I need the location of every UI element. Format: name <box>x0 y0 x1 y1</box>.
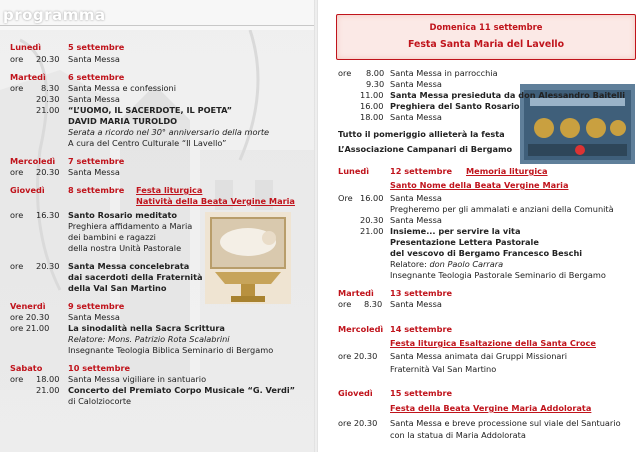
left-schedule-line: 16.30 <box>36 210 60 220</box>
left-schedule-line: Santa Messa vigiliare in santuario <box>68 374 207 384</box>
left-schedule-line: dei bambini e ragazzi <box>68 232 156 242</box>
right-schedule-line: Santa Messa in parrocchia <box>390 68 498 78</box>
left-schedule-line: Concerto del Premiato Corpo Musicale “G. Verdi” <box>68 385 296 395</box>
right-schedule-line: Memoria liturgica <box>466 166 548 176</box>
left-schedule-line: 8.30 <box>41 83 60 93</box>
left-schedule-line: La sinodalità nella Sacra Scrittura <box>68 323 225 333</box>
left-schedule-line: Santa Messa <box>68 312 120 322</box>
right-schedule-line: ore <box>338 68 352 78</box>
right-schedule-line: Insegnante Teologia Pastorale Seminario di Bergamo <box>390 270 606 280</box>
right-schedule-line: Santa Messa <box>390 299 442 309</box>
right-schedule-line: Santa Messa <box>390 112 442 122</box>
left-schedule-line: dai sacerdoti della Fraternità <box>68 272 203 282</box>
left-schedule-line: Santa Messa <box>68 54 120 64</box>
left-schedule-line: ore 20.30 <box>10 312 50 322</box>
right-schedule-line: 9.30 <box>366 79 385 89</box>
right-schedule-line: Santa Messa <box>390 79 442 89</box>
right-schedule-line: Santa Messa e breve processione sul viale del Santuario <box>390 418 621 428</box>
title-divider <box>0 25 314 26</box>
left-schedule-line: ore <box>10 210 24 220</box>
left-schedule-line: Festa liturgica <box>136 185 203 195</box>
right-schedule-line: 14 settembre <box>390 324 453 334</box>
right-schedule-line: L’Associazione Campanari di Bergamo <box>338 144 513 154</box>
right-schedule-line: Santa Messa <box>390 215 442 225</box>
right-schedule-line: 20.30 <box>360 215 384 225</box>
left-schedule-line: Relatore: Mons. Patrizio Rota Scalabrini <box>68 334 230 344</box>
right-schedule-line: Santa Messa <box>390 193 442 203</box>
right-schedule-line: Martedì <box>338 288 374 298</box>
right-schedule-line: Lunedì <box>338 166 370 176</box>
left-schedule-line: ore <box>10 261 24 271</box>
left-schedule-line: Santa Messa <box>68 94 120 104</box>
banner-title: Festa Santa Maria del Lavello <box>407 39 565 50</box>
right-schedule-line: ore 20.30 <box>338 418 378 428</box>
right-schedule-line: ore 20.30 <box>338 351 378 361</box>
right-schedule-line: 13 settembre <box>390 288 453 298</box>
right-schedule-line: Santa Messa animata dai Gruppi Missionari <box>390 351 568 361</box>
left-page <box>0 0 314 452</box>
right-schedule-line: Giovedì <box>338 388 373 398</box>
left-schedule-line: 8 settembre <box>68 185 125 195</box>
left-schedule-line: 20.30 <box>36 54 60 64</box>
right-schedule-line: ore <box>338 299 352 309</box>
left-schedule-line: Insegnante Teologia Biblica Seminario di Bergamo <box>68 345 274 355</box>
left-schedule-line: DAVID MARIA TUROLDO <box>68 116 178 126</box>
right-schedule-line: Insieme... per servire la vita <box>390 226 521 236</box>
right-schedule-line: Festa liturgica Esaltazione della Santa Croce <box>390 338 596 348</box>
right-schedule-line: 8.30 <box>364 299 383 309</box>
right-schedule-line: del vescovo di Bergamo Francesco Beschi <box>390 248 583 258</box>
right-schedule-line: 12 settembre <box>390 166 453 176</box>
right-schedule-line: 15 settembre <box>390 388 453 398</box>
right-schedule-line: 21.00 <box>360 226 384 236</box>
left-schedule-line: 21.00 <box>36 105 60 115</box>
left-schedule-line: ore <box>10 83 24 93</box>
right-schedule-line: Presentazione Lettera Pastorale <box>390 237 539 247</box>
right-schedule-line: Festa della Beata Vergine Maria Addolorata <box>390 403 592 413</box>
left-schedule-line: Natività della Beata Vergine Maria <box>136 196 295 206</box>
left-schedule-line: 20.30 <box>36 261 60 271</box>
right-schedule-line: Mercoledì <box>338 324 384 334</box>
left-schedule-line: 10 settembre <box>68 363 131 373</box>
left-schedule-line: Serata a ricordo nel 30° anniversario della morte <box>68 127 270 137</box>
right-schedule-line: Fraternità Val San Martino <box>390 364 497 374</box>
left-schedule-line: Martedì <box>10 72 46 82</box>
left-schedule-line: ore 21.00 <box>10 323 50 333</box>
left-schedule-line: 7 settembre <box>68 156 125 166</box>
right-schedule-line: Tutto il pomeriggio allieterà la festa <box>338 129 505 139</box>
left-schedule-line: Giovedì <box>10 185 45 195</box>
left-schedule-line: 20.30 <box>36 94 60 104</box>
right-schedule-line: 16.00 <box>360 193 384 203</box>
feast-banner <box>336 14 636 60</box>
madonna-statue-image <box>205 212 291 304</box>
left-schedule-line: 6 settembre <box>68 72 125 82</box>
left-schedule-line: della nostra Unità Pastorale <box>68 243 182 253</box>
left-schedule-line: A cura del Centro Culturale “Il Lavello” <box>68 138 227 148</box>
right-schedule-line: Preghiera del Santo Rosario <box>390 101 520 111</box>
left-schedule-line: Santa Messa concelebrata <box>68 261 190 271</box>
left-schedule-line: ore <box>10 374 24 384</box>
right-schedule-line: Pregheremo per gli ammalati e anziani della Comunità <box>390 204 614 214</box>
left-schedule-line: Lunedì <box>10 42 42 52</box>
left-schedule-line: 9 settembre <box>68 301 125 311</box>
left-schedule-line: di Calolziocorte <box>68 396 132 406</box>
left-schedule-line: Venerdì <box>10 301 46 311</box>
right-schedule-line: con la statua di Maria Addolorata <box>390 430 526 440</box>
right-schedule-line: Relatore: don Paolo Carrara <box>390 259 504 269</box>
left-schedule-line: Santa Messa <box>68 167 120 177</box>
left-schedule-line: Santa Messa e confessioni <box>68 83 177 93</box>
left-schedule-line: Santo Rosario meditato <box>68 210 178 220</box>
left-schedule-line: ore <box>10 54 24 64</box>
left-schedule-line: Mercoledì <box>10 156 56 166</box>
right-schedule-line: 8.00 <box>366 68 385 78</box>
left-schedule-line: ore <box>10 167 24 177</box>
left-schedule-line: della Val San Martino <box>68 283 167 293</box>
right-schedule-line: Santa Messa presieduta da don Alessandro Baitelli <box>390 90 626 100</box>
right-schedule-line: 16.00 <box>360 101 384 111</box>
left-schedule-line: 18.00 <box>36 374 60 384</box>
left-schedule-line: Sabato <box>10 363 43 373</box>
page-title: programma <box>3 6 106 24</box>
right-schedule-line: Santo Nome della Beata Vergine Maria <box>390 180 569 190</box>
left-schedule-line: “L’UOMO, IL SACERDOTE, IL POETA” <box>68 105 233 115</box>
left-schedule-line: 21.00 <box>36 385 60 395</box>
banner-date: Domenica 11 settembre <box>429 22 543 32</box>
left-schedule-line: Preghiera affidamento a Maria <box>68 221 193 231</box>
left-schedule-line: 20.30 <box>36 167 60 177</box>
right-schedule-line: 11.00 <box>360 90 384 100</box>
right-schedule-line: 18.00 <box>360 112 384 122</box>
right-schedule-line: Ore <box>338 193 353 203</box>
left-schedule-line: 5 settembre <box>68 42 125 52</box>
